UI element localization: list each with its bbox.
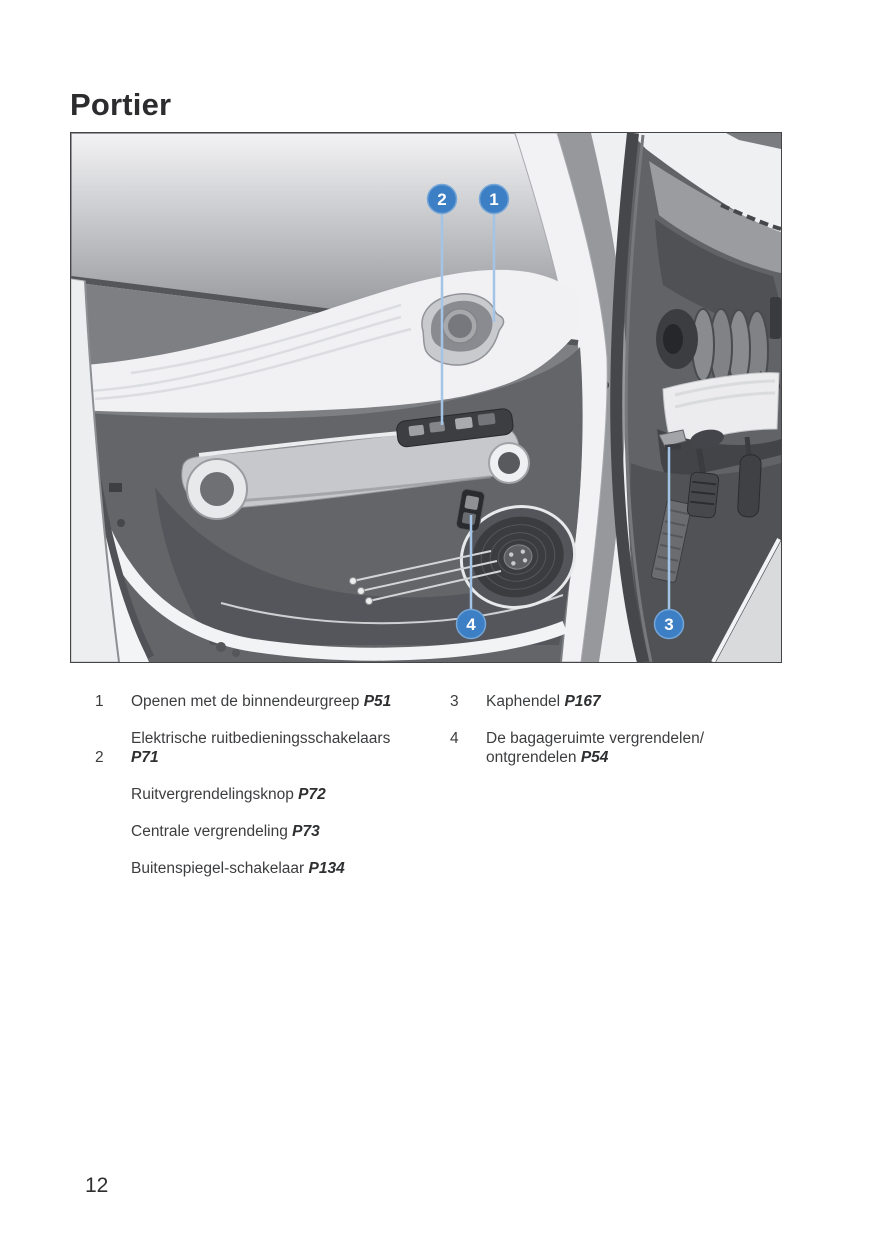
- legend-column-right: [450, 692, 790, 785]
- legend-page-ref: P71: [131, 749, 159, 766]
- car-interior: [623, 133, 781, 662]
- callout-4-label: 4: [466, 615, 476, 634]
- legend-item-2: [95, 729, 440, 767]
- legend-text: Centrale vergrendeling: [131, 823, 293, 840]
- legend-number: 3: [450, 693, 459, 710]
- legend-text: Elektrische ruitbedieningsschakelaars: [131, 730, 391, 747]
- page-number: 12: [85, 1174, 109, 1197]
- callout-3-label: 3: [664, 615, 674, 634]
- legend-text: Kaphendel: [486, 693, 565, 710]
- brake-pedal-stem: [699, 449, 703, 473]
- callout-2-label: 2: [437, 190, 447, 209]
- brake-pedal: [687, 472, 719, 519]
- legend-page-ref: P134: [308, 860, 345, 877]
- legend-number: 1: [95, 693, 104, 710]
- legend-page-ref: P54: [580, 749, 609, 766]
- legend-page-ref: P73: [292, 823, 320, 840]
- legend-page-ref: P167: [564, 693, 601, 710]
- legend-number: [95, 822, 131, 841]
- legend-page-ref: P72: [298, 786, 326, 803]
- legend-item-2c: [95, 822, 440, 841]
- legend-text: Ruitvergrendelingsknop: [131, 786, 299, 803]
- legend-item-4: [450, 729, 790, 767]
- legend-number: 2: [95, 749, 104, 766]
- legend-item-2d: [95, 859, 440, 878]
- accelerator-stem: [747, 437, 749, 455]
- legend-text: ontgrendelen: [486, 749, 581, 766]
- display-screen: [770, 297, 781, 339]
- legend-text: De bagageruimte vergrendelen/: [486, 730, 704, 747]
- accelerator-pedal: [737, 454, 761, 517]
- door-check-strap: [109, 483, 122, 492]
- legend-item-3: [450, 692, 790, 711]
- legend-number: [95, 785, 131, 804]
- legend-item-2b: [95, 785, 440, 804]
- page-title: Portier: [70, 86, 172, 122]
- legend-text: Openen met de binnendeurgreep: [131, 693, 364, 710]
- legend-number: [95, 859, 131, 878]
- callout-1-label: 1: [489, 190, 499, 209]
- car-door-figure: [70, 132, 782, 663]
- legend-page-ref: P51: [363, 693, 392, 710]
- car-door-illustration: [71, 133, 781, 662]
- legend-item-1: [95, 692, 440, 711]
- legend-column-left: [95, 692, 440, 896]
- legend-number: 4: [450, 730, 459, 747]
- legend-text: Buitenspiegel-schakelaar: [131, 860, 309, 877]
